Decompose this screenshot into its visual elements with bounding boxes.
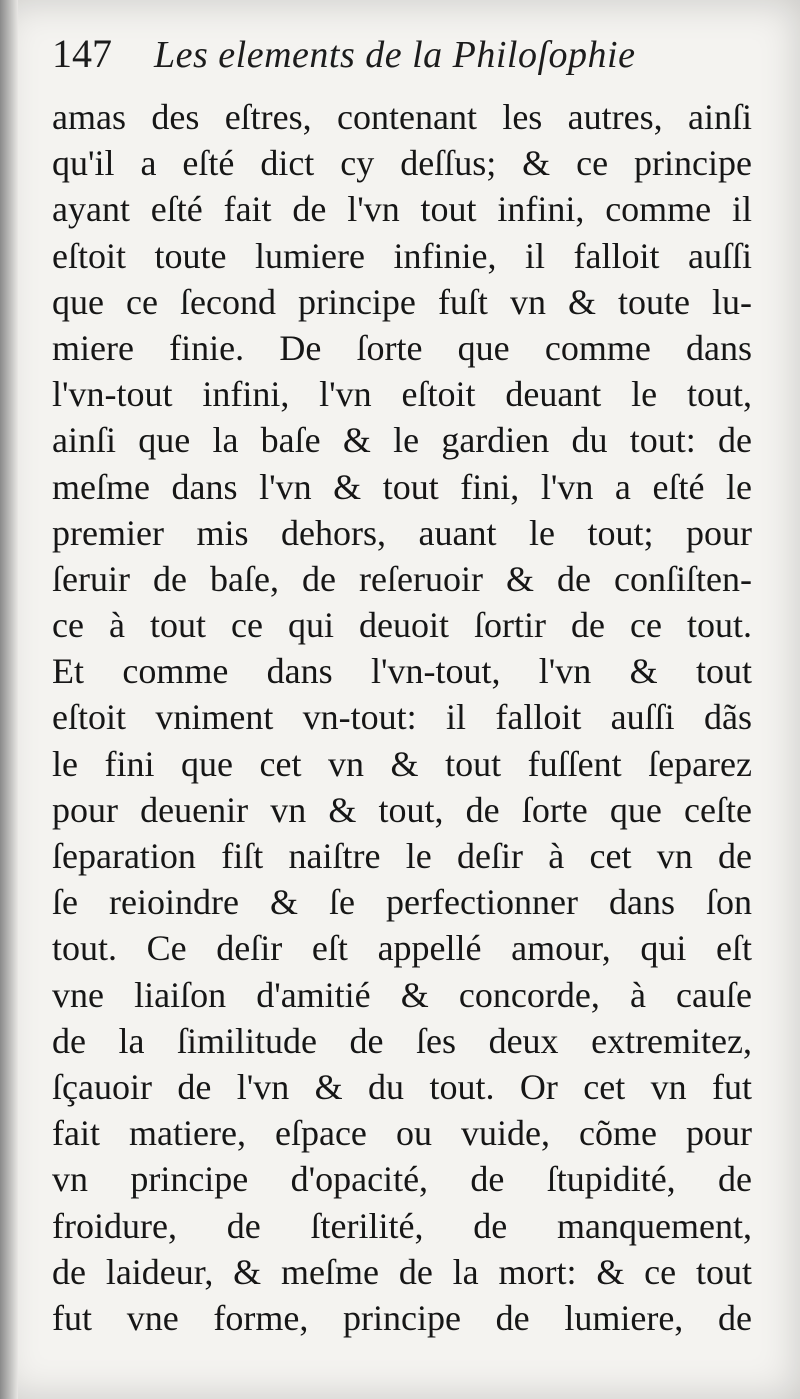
- text-line: ſçauoir de l'vn & du tout. Or cet vn fut: [52, 1066, 752, 1107]
- text-line: Et comme dans l'vn-tout, l'vn & tout: [52, 651, 752, 692]
- text-line: tout. Ce deſir eſt appellé amour, qui eſt: [52, 928, 752, 969]
- text-line: de la ſimilitude de ſes deux extremitez,: [52, 1020, 752, 1061]
- text-line: premier mis dehors, auant le tout; pour: [52, 512, 752, 553]
- body-text: [52, 94, 752, 1341]
- text-line: qu'il a eſté dict cy deſſus; & ce principe: [52, 143, 752, 184]
- text-line: meſme dans l'vn & tout fini, l'vn a eſté le: [52, 466, 752, 507]
- text-line: vn principe d'opacité, de ſtupidité, de: [52, 1159, 752, 1200]
- text-line: eſtoit toute lumiere infinie, il falloit auſſi: [52, 235, 752, 276]
- text-line: le fini que cet vn & tout fuſſent ſeparez: [52, 743, 752, 784]
- text-line: froidure, de ſterilité, de manquement,: [52, 1205, 752, 1246]
- text-line: ſeparation fiſt naiſtre le deſir à cet vn de: [52, 836, 752, 876]
- page-header: [52, 30, 772, 90]
- page-number: 147: [52, 31, 112, 76]
- text-line: eſtoit vniment vn-tout: il falloit auſſi dãs: [52, 697, 752, 738]
- text-line: pour deuenir vn & tout, de ſorte que ceſte: [52, 789, 752, 830]
- running-head: Les elements de la Philoſophie: [154, 34, 636, 76]
- text-line: ce à tout ce qui deuoit ſortir de ce tout.: [52, 605, 752, 646]
- page-gutter-shadow: [0, 0, 18, 1399]
- text-line: fut vne forme, principe de lumiere, de: [52, 1297, 752, 1338]
- text-line: ſe reioindre & ſe perfectionner dans ſon: [52, 882, 752, 923]
- text-line: amas des eſtres, contenant les autres, ainſi: [52, 97, 752, 137]
- text-line: ayant eſté fait de l'vn tout infini, comme il: [52, 189, 752, 230]
- text-line: l'vn-tout infini, l'vn eſtoit deuant le tout,: [52, 374, 752, 415]
- text-line: miere finie. De ſorte que comme dans: [52, 327, 752, 368]
- text-line: ſeruir de baſe, de reſeruoir & de conſiſten-: [52, 558, 752, 599]
- text-line: que ce ſecond principe fuſt vn & toute lu-: [52, 281, 752, 322]
- text-line: fait matiere, eſpace ou vuide, cõme pour: [52, 1113, 752, 1154]
- text-line: ainſi que la baſe & le gardien du tout: de: [52, 420, 752, 461]
- text-line: vne liaiſon d'amitié & concorde, à cauſe: [52, 974, 752, 1015]
- text-line: de laideur, & meſme de la mort: & ce tout: [52, 1251, 752, 1292]
